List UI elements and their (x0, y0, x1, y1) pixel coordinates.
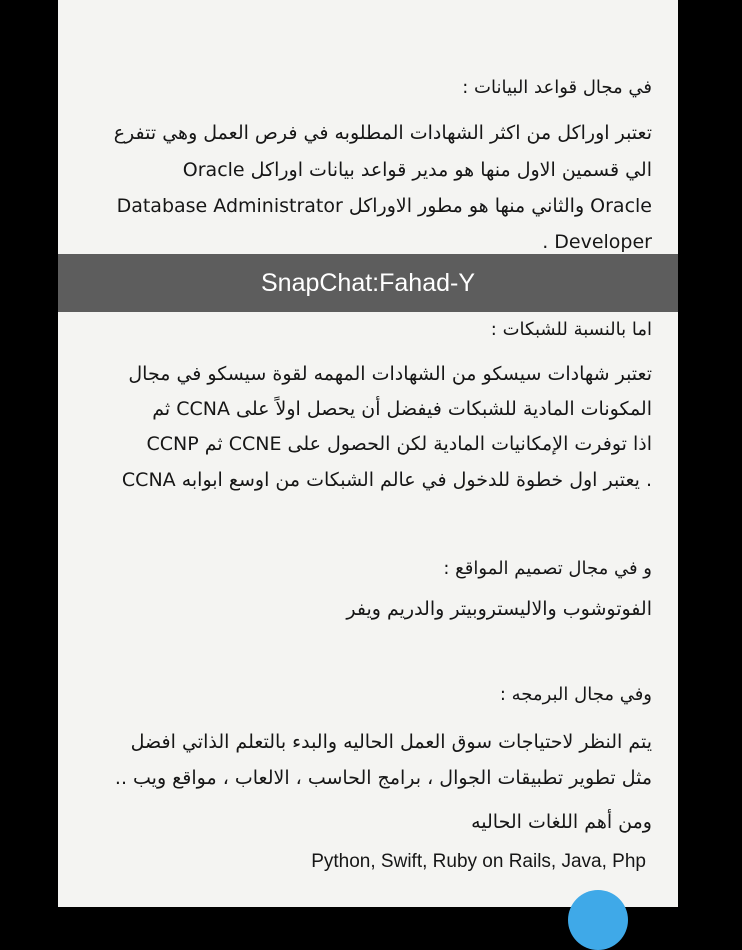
paragraph-line: . Developer (542, 231, 652, 253)
section-heading-web-design: و في مجال تصميم المواقع : (443, 558, 652, 579)
floating-action-button[interactable] (568, 890, 628, 950)
paragraph-line: الفوتوشوب والاليستروبيتر والدريم ويفر (346, 598, 652, 620)
section-heading-networks: اما بالنسبة للشبكات : (490, 319, 652, 340)
snapchat-caption-text: SnapChat:Fahad-Y (260, 268, 476, 297)
note-page (58, 0, 678, 907)
section-heading-databases: في مجال قواعد البيانات : (462, 77, 652, 98)
paragraph-line: ومن أهم اللغات الحاليه (471, 811, 652, 833)
paragraph-line: Database Administrator والثاني منها هو مطور الاوراكل Oracle (116, 195, 652, 217)
paragraph-line: يتم النظر لاحتياجات سوق العمل الحاليه والبدء بالتعلم الذاتي افضل (130, 731, 652, 753)
paragraph-line: المكونات المادية للشبكات فيفضل أن يحصل اولاً على CCNA ثم (152, 398, 652, 420)
paragraph-line: تعتبر شهادات سيسكو من الشهادات المهمه لقوة سيسكو في مجال (128, 363, 652, 385)
paragraph-line: الي قسمين الاول منها هو مدير قواعد بيانات اوراكل Oracle (182, 159, 652, 181)
paragraph-line: مثل تطوير تطبيقات الجوال ، برامج الحاسب ، الالعاب ، مواقع ويب .. (114, 767, 652, 789)
section-heading-programming: وفي مجال البرمجه : (499, 684, 652, 705)
paragraph-line: CCNP ثم CCNE اذا توفرت الإمكانيات المادية لكن الحصول على (146, 433, 652, 455)
paragraph-line: تعتبر اوراكل من اكثر الشهادات المطلوبه في فرص العمل وهي تتفرع (113, 122, 652, 144)
snapchat-caption-banner (58, 254, 678, 312)
paragraph-line: CCNA يعتبر اول خطوة للدخول في عالم الشبكات من اوسع ابوابه . (121, 469, 652, 491)
programming-languages-list: Python, Swift, Ruby on Rails, Java, Php (311, 851, 646, 872)
